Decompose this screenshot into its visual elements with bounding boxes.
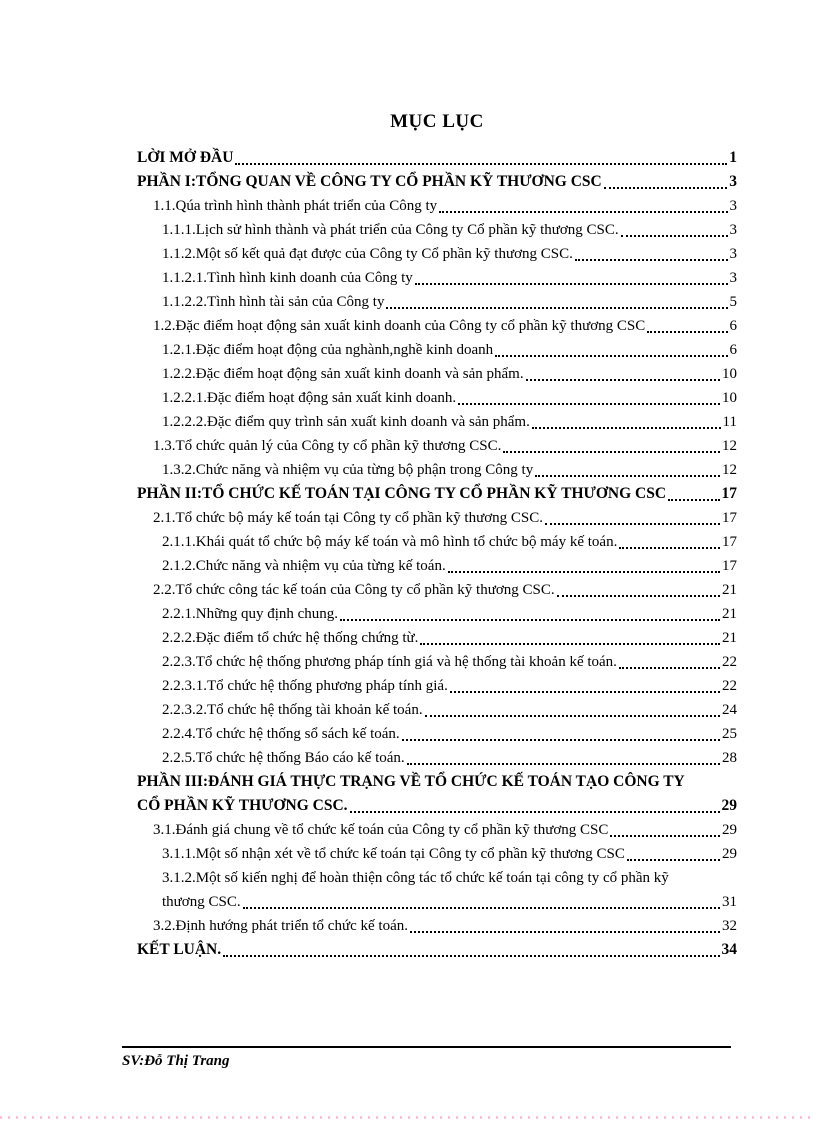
toc-dot-leader (617, 650, 722, 674)
toc-title: MỤC LỤC (390, 111, 484, 132)
toc-entry[interactable] (137, 410, 737, 434)
toc-dot-leader (524, 362, 722, 386)
toc-entry[interactable] (137, 842, 737, 866)
toc-entry[interactable] (137, 434, 737, 458)
page-footer (122, 1046, 731, 1071)
toc-entry-text: PHẦN II:TỔ CHỨC KẾ TOÁN TẠI CÔNG TY CỔ PHẦN KỸ THƯƠNG CSC (137, 485, 667, 502)
toc-dot-leader (501, 434, 722, 458)
toc-entry-page: 21 (722, 606, 737, 622)
toc-entry[interactable] (137, 170, 737, 194)
toc-entry-page: 3 (729, 173, 737, 190)
toc-dot-leader (446, 554, 722, 578)
toc-entry[interactable] (137, 386, 737, 410)
toc-entry-page: 17 (722, 510, 737, 526)
footer-author: SV:Đỗ Thị Trang (122, 1053, 230, 1069)
toc-dot-leader (456, 386, 722, 410)
toc-entry[interactable] (137, 938, 737, 962)
toc-entry[interactable] (137, 794, 737, 818)
toc-section (137, 108, 737, 962)
toc-entry-page: 25 (722, 726, 737, 742)
toc-entry[interactable] (137, 482, 737, 506)
toc-entry-text: 1.1.1.Lịch sử hình thành và phát triển của Công ty Cổ phần kỹ thương CSC. (162, 222, 619, 238)
toc-entry-page: 28 (722, 750, 737, 766)
toc-entry-text: 2.2.1.Những quy định chung. (162, 606, 339, 622)
toc-entry-page: 17 (721, 485, 737, 502)
toc-entry-page: 3 (729, 222, 737, 238)
toc-dot-leader (241, 890, 722, 914)
toc-entry-page: 6 (729, 318, 737, 334)
toc-dot-leader (221, 938, 721, 962)
toc-entry-text: PHẦN I:TỔNG QUAN VỀ CÔNG TY CỔ PHẦN KỸ THƯƠNG CSC (137, 173, 602, 190)
toc-entry-text: 3.2.Định hướng phát triển tổ chức kế toán. (153, 918, 408, 934)
toc-entry-text: 3.1.2.Một số kiến nghị để hoàn thiện công tác tổ chức kế toán tại công ty cổ phần kỹ (162, 870, 669, 886)
toc-entry-text: 2.2.3.1.Tổ chức hệ thống phương pháp tính giá. (162, 678, 448, 694)
toc-entry[interactable] (137, 818, 737, 842)
toc-entry[interactable] (137, 506, 737, 530)
toc-entry[interactable] (137, 338, 737, 362)
toc-entry[interactable] (137, 362, 737, 386)
toc-entry-text: 1.3.2.Chức năng và nhiệm vụ của từng bộ phận trong Công ty (162, 462, 534, 478)
toc-entry-text: 1.3.Tổ chức quản lý của Công ty cổ phần kỹ thương CSC. (153, 438, 502, 454)
toc-entry-text: 2.2.3.Tổ chức hệ thống phương pháp tính giá và hệ thống tài khoản kế toán. (162, 654, 617, 670)
toc-dot-leader (413, 266, 730, 290)
toc-entry[interactable] (137, 770, 737, 794)
toc-entry[interactable] (137, 746, 737, 770)
toc-dot-leader (666, 482, 721, 506)
toc-entry-text: 1.1.2.Một số kết quả đạt được của Công ty Cổ phần kỹ thương CSC. (162, 246, 573, 262)
toc-entry[interactable] (137, 554, 737, 578)
toc-entry-text: thương CSC. (162, 894, 241, 910)
toc-entry-page: 3 (729, 246, 737, 262)
toc-entry[interactable] (137, 698, 737, 722)
toc-entry-text: 2.2.5.Tổ chức hệ thống Báo cáo kế toán. (162, 750, 405, 766)
toc-dot-leader (543, 506, 722, 530)
toc-dot-leader (408, 914, 722, 938)
toc-entry[interactable] (137, 314, 737, 338)
toc-entry-text: 1.1.Qúa trình hình thành phát triển của Công ty (153, 198, 438, 214)
toc-dot-leader (530, 410, 723, 434)
toc-entry-text: 1.2.Đặc điểm hoạt động sản xuất kinh doanh của Công ty cổ phần kỹ thương CSC (153, 318, 646, 334)
toc-dot-leader (619, 218, 730, 242)
toc-dot-leader (602, 170, 730, 194)
toc-dot-leader (437, 194, 729, 218)
toc-entry-page: 21 (722, 630, 737, 646)
toc-dot-leader (555, 578, 722, 602)
toc-dot-leader (625, 842, 722, 866)
toc-entry-text: PHẦN III:ĐÁNH GIÁ THỰC TRẠNG VỀ TỔ CHỨC KẾ TOÁN TẠO CÔNG TY (137, 773, 685, 790)
toc-dot-leader (617, 530, 722, 554)
toc-list (137, 146, 737, 962)
toc-entry[interactable] (137, 290, 737, 314)
toc-dot-leader (423, 698, 722, 722)
toc-dot-leader (573, 242, 730, 266)
toc-entry-page: 12 (722, 462, 737, 478)
toc-dot-leader (384, 290, 729, 314)
toc-dot-leader (418, 626, 722, 650)
toc-entry-text: KẾT LUẬN. (137, 941, 222, 958)
toc-entry-text: 2.2.Tổ chức công tác kế toán của Công ty cổ phần kỹ thương CSC. (153, 582, 555, 598)
toc-entry[interactable] (137, 458, 737, 482)
toc-dot-leader (348, 794, 722, 818)
toc-dot-leader (400, 722, 722, 746)
toc-entry-page: 32 (722, 918, 737, 934)
toc-dot-leader (233, 146, 729, 170)
toc-entry-page: 34 (721, 941, 737, 958)
toc-dot-leader (493, 338, 729, 362)
toc-entry[interactable] (137, 626, 737, 650)
toc-entry-page: 3 (729, 198, 737, 214)
toc-entry[interactable] (137, 914, 737, 938)
toc-entry-text: 2.2.3.2.Tổ chức hệ thống tài khoản kế toán. (162, 702, 423, 718)
toc-entry[interactable] (137, 146, 737, 170)
toc-entry-text: 1.2.2.2.Đặc điểm quy trình sản xuất kinh doanh và sản phẩm. (162, 414, 530, 430)
toc-entry-page: 29 (722, 822, 737, 838)
toc-entry[interactable] (137, 866, 737, 890)
toc-entry-text: 2.1.Tổ chức bộ máy kế toán tại Công ty cổ phần kỹ thương CSC. (153, 510, 543, 526)
toc-dot-leader (608, 818, 722, 842)
toc-entry-page: 29 (721, 797, 737, 814)
toc-entry-text: 2.2.2.Đặc điểm tổ chức hệ thống chứng từ. (162, 630, 419, 646)
toc-entry-text: 2.1.1.Khái quát tổ chức bộ máy kế toán và mô hình tổ chức bộ máy kế toán. (162, 534, 618, 550)
toc-entry[interactable] (137, 218, 737, 242)
toc-entry[interactable] (137, 194, 737, 218)
toc-entry-page: 22 (722, 654, 737, 670)
toc-entry[interactable] (137, 890, 737, 914)
toc-entry-page: 5 (729, 294, 737, 310)
toc-entry-text: 1.1.2.1.Tình hình kinh doanh của Công ty (162, 270, 413, 286)
toc-entry-text: 2.2.4.Tổ chức hệ thống sổ sách kế toán. (162, 726, 400, 742)
toc-entry-page: 12 (722, 438, 737, 454)
page-break-marker (0, 1116, 816, 1119)
toc-entry[interactable] (137, 674, 737, 698)
toc-entry-text: 1.1.2.2.Tình hình tài sản của Công ty (162, 294, 385, 310)
toc-entry[interactable] (137, 530, 737, 554)
toc-entry-page: 31 (722, 894, 737, 910)
toc-dot-leader (448, 674, 722, 698)
toc-entry-page: 10 (722, 390, 737, 406)
toc-entry-page: 11 (722, 414, 737, 430)
toc-dot-leader (645, 314, 729, 338)
toc-entry[interactable] (137, 578, 737, 602)
toc-dot-leader (338, 602, 722, 626)
toc-entry[interactable] (137, 602, 737, 626)
toc-entry-text: 3.1.1.Một số nhận xét về tổ chức kế toán tại Công ty cổ phần kỹ thương CSC (162, 846, 625, 862)
toc-entry-page: 29 (722, 846, 737, 862)
toc-entry-page: 21 (722, 582, 737, 598)
toc-entry-page: 24 (722, 702, 737, 718)
toc-dot-leader (405, 746, 722, 770)
toc-entry-text: 3.1.Đánh giá chung về tổ chức kế toán của Công ty cổ phần kỹ thương CSC (153, 822, 609, 838)
toc-entry-page: 17 (722, 534, 737, 550)
toc-entry-page: 10 (722, 366, 737, 382)
toc-entry-text: 1.2.2.Đặc điểm hoạt động sản xuất kinh doanh và sản phẩm. (162, 366, 524, 382)
toc-entry-page: 17 (722, 558, 737, 574)
toc-entry-text: 2.1.2.Chức năng và nhiệm vụ của từng kế toán. (162, 558, 446, 574)
toc-entry-text: CỔ PHẦN KỸ THƯƠNG CSC. (137, 797, 348, 814)
toc-entry-page: 3 (729, 270, 737, 286)
toc-entry-text: LỜI MỞ ĐẦU (137, 149, 234, 166)
toc-entry-page: 1 (729, 149, 737, 166)
toc-entry[interactable] (137, 242, 737, 266)
toc-entry-text: 1.2.2.1.Đặc điểm hoạt động sản xuất kinh doanh. (162, 390, 457, 406)
toc-entry[interactable] (137, 650, 737, 674)
toc-entry-page: 6 (729, 342, 737, 358)
toc-entry-text: 1.2.1.Đặc điểm hoạt động của nghành,nghề kinh doanh (162, 342, 494, 358)
toc-entry-page: 22 (722, 678, 737, 694)
toc-entry[interactable] (137, 722, 737, 746)
toc-entry[interactable] (137, 266, 737, 290)
toc-dot-leader (533, 458, 722, 482)
